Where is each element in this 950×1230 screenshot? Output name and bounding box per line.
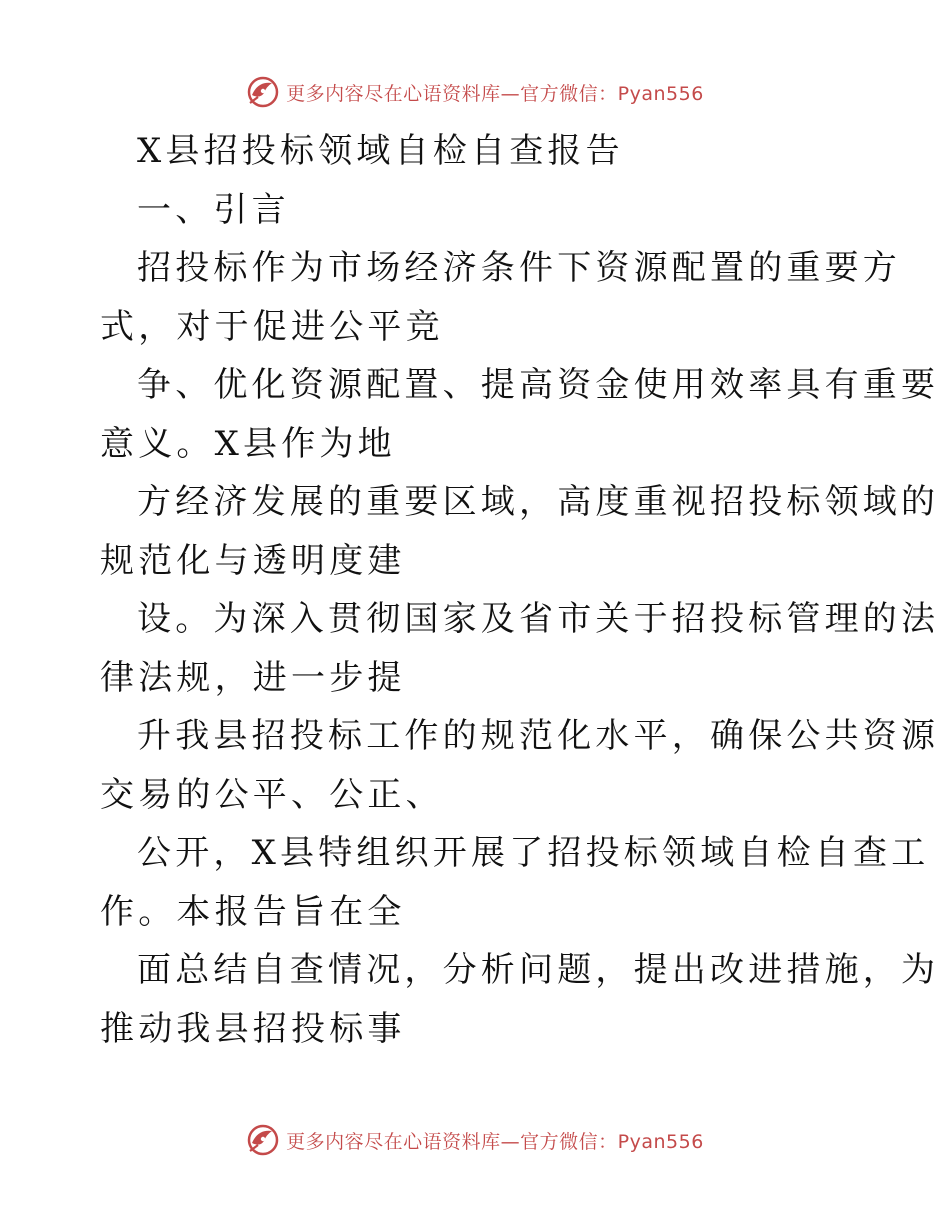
- paragraph-line: 律法规，进一步提: [100, 657, 406, 698]
- footer-watermark-text: 更多内容尽在心语资料库—官方微信：Pyan556: [286, 1130, 704, 1153]
- paragraph-line: 招投标作为市场经济条件下资源配置的重要方: [137, 248, 901, 288]
- paragraph-line: 作。本报告旨在全: [100, 891, 406, 932]
- header-watermark-text: 更多内容尽在心语资料库—官方微信：Pyan556: [286, 82, 704, 105]
- paragraph-line: 面总结自查情况，分析问题，提出改进措施，为: [137, 950, 940, 990]
- section-heading: 一、引言: [137, 189, 290, 230]
- paragraph-line: 设。为深入贯彻国家及省市关于招投标管理的法: [137, 599, 940, 639]
- pen-nib-logo-icon: [246, 1123, 280, 1157]
- document-title: X县招投标领域自检自查报告: [137, 131, 624, 171]
- footer-watermark-banner: [0, 1118, 950, 1162]
- paragraph-line: 争、优化资源配置、提高资金使用效率具有重要: [137, 365, 940, 405]
- paragraph-line: 推动我县招投标事: [100, 1008, 406, 1049]
- document-body: [100, 122, 940, 1058]
- paragraph-line: 方经济发展的重要区域，高度重视招投标领域的: [137, 482, 940, 522]
- paragraph-line: 式，对于促进公平竞: [100, 306, 444, 347]
- paragraph-line: 交易的公平、公正、: [100, 774, 444, 815]
- pen-nib-logo-icon: [246, 75, 280, 109]
- paragraph-line: 公开，X县特组织开展了招投标领域自检自查工: [137, 833, 930, 873]
- header-watermark-banner: [0, 70, 950, 114]
- paragraph-line: 升我县招投标工作的规范化水平，确保公共资源: [137, 716, 940, 756]
- paragraph-line: 意义。X县作为地: [100, 423, 396, 464]
- paragraph-line: 规范化与透明度建: [100, 540, 406, 581]
